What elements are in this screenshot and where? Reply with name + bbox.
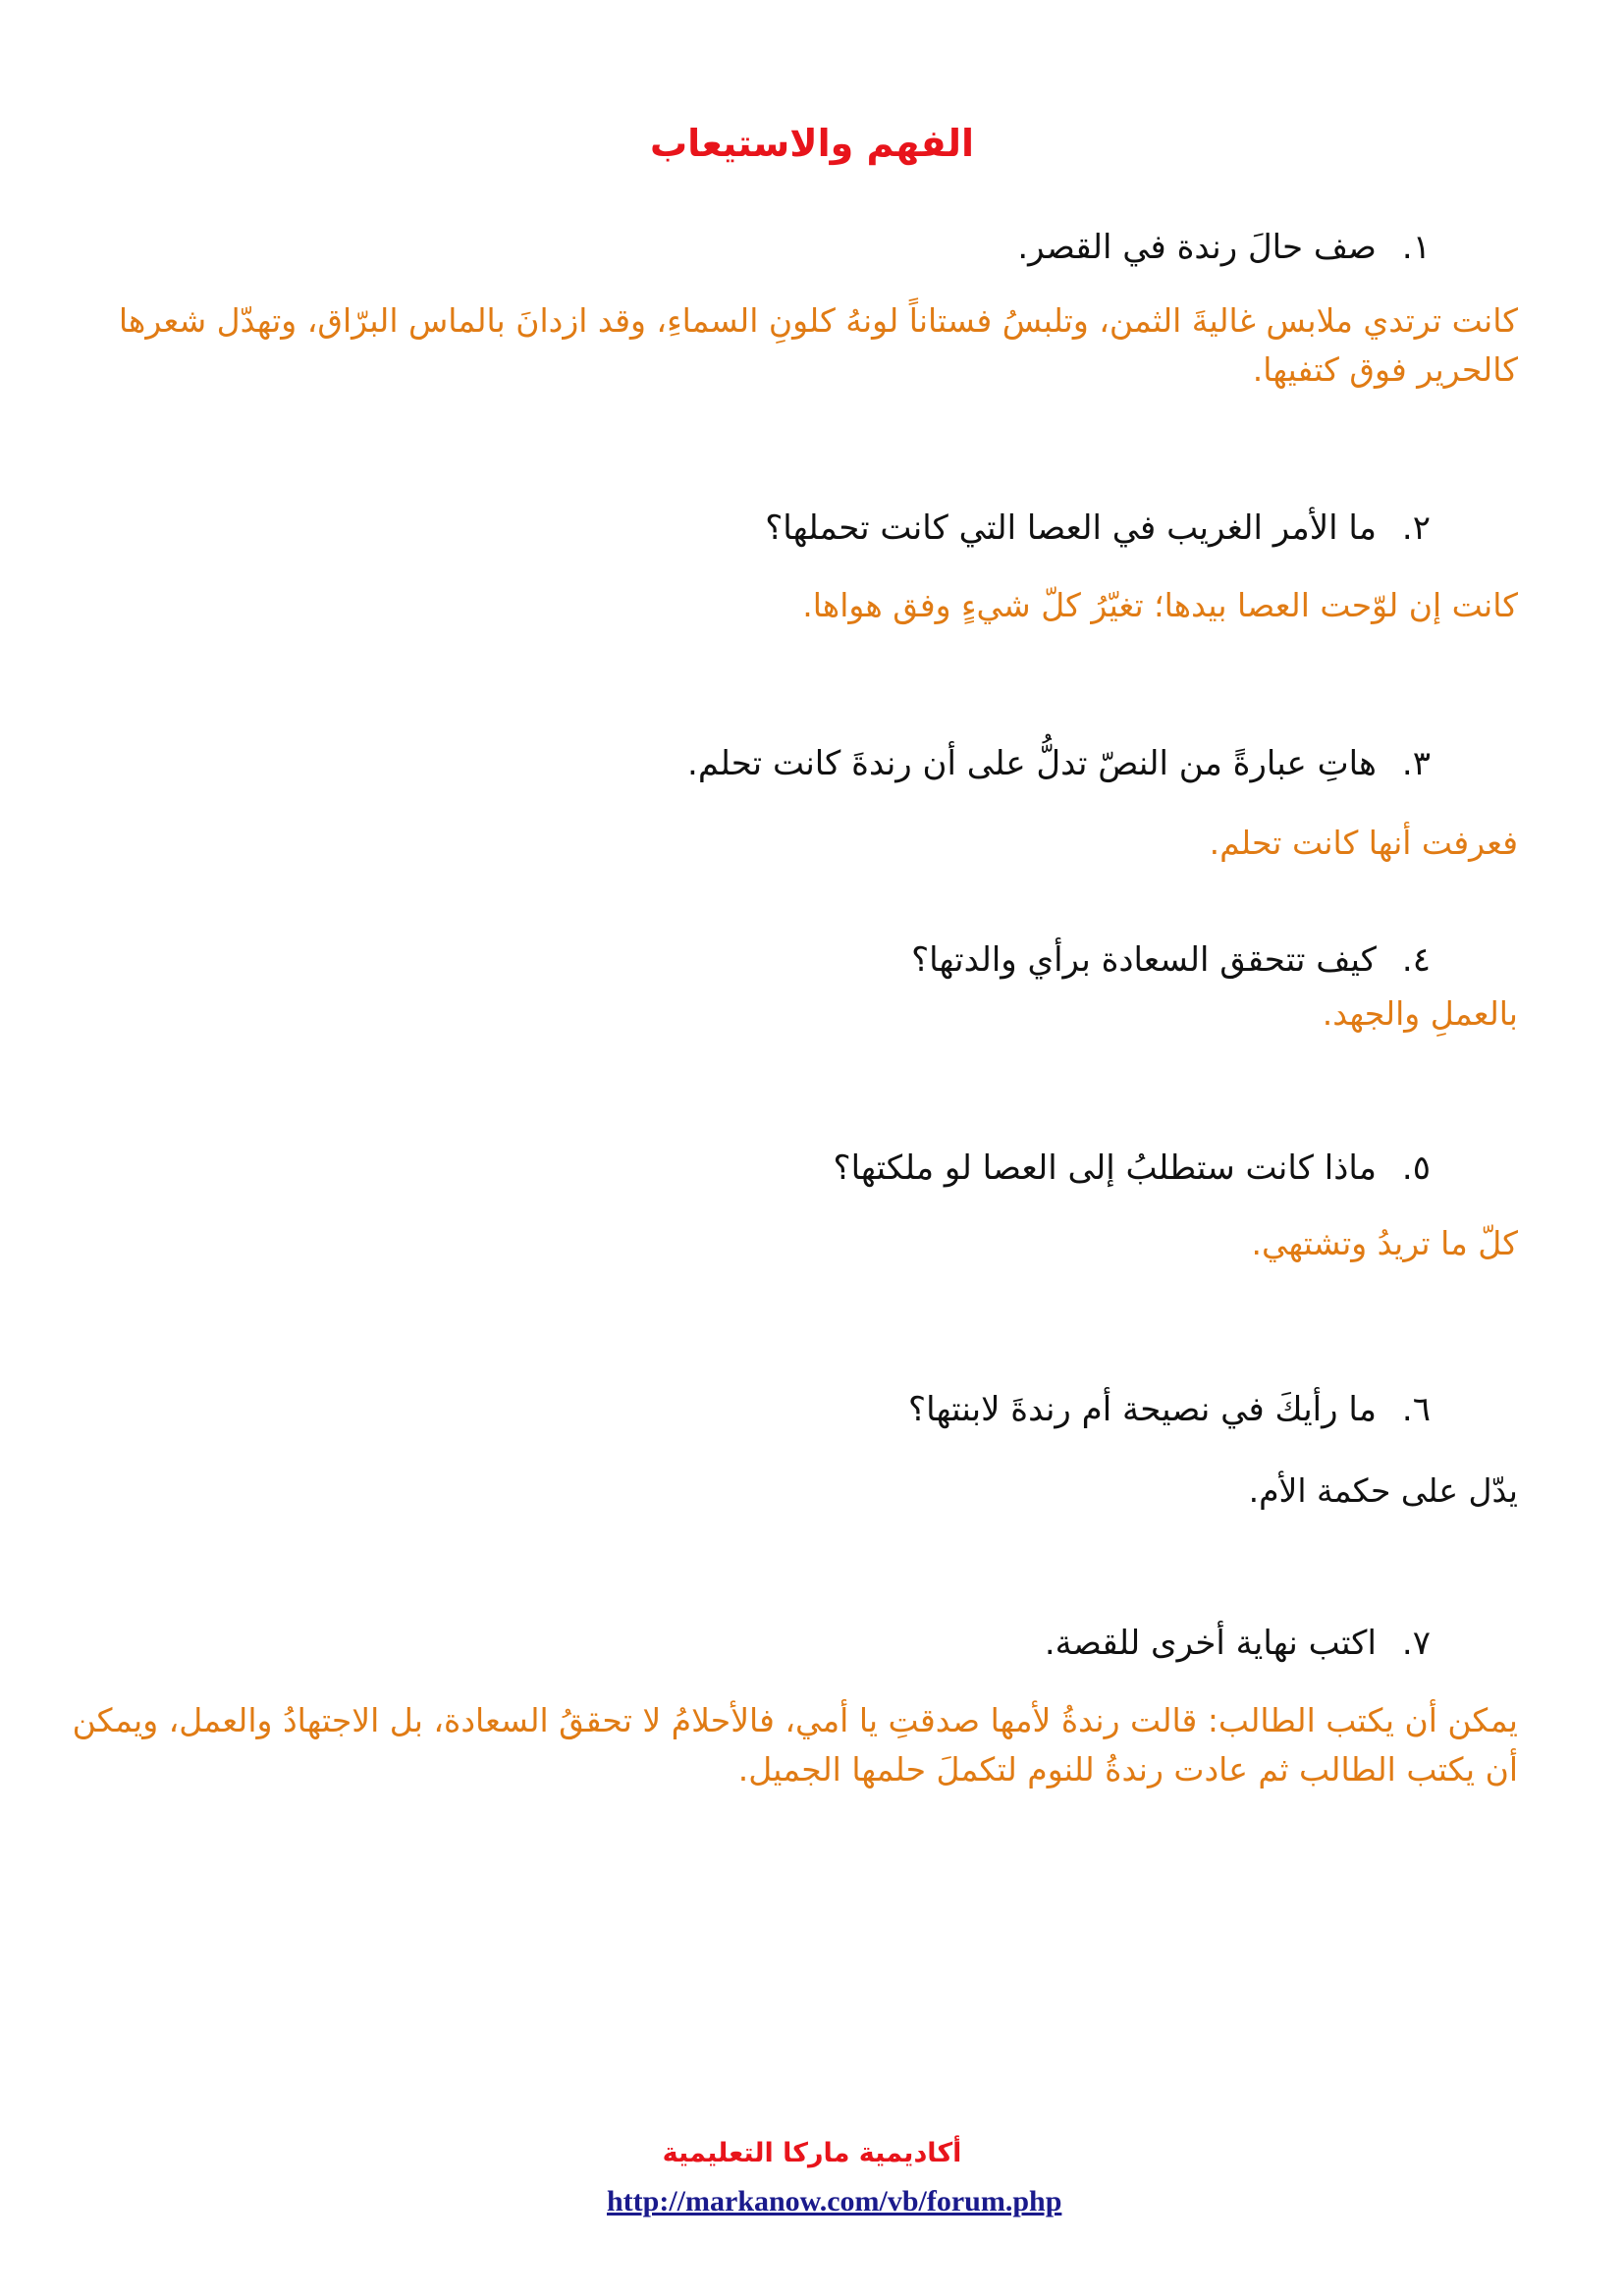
question-number: ٣.	[1401, 744, 1431, 783]
question-number: ١.	[1401, 228, 1431, 267]
answer-6: يدّل على حكمة الأم.	[1248, 1471, 1518, 1510]
question-1	[154, 228, 1431, 267]
question-text: ما الأمر الغريب في العصا التي كانت تحملها؟	[765, 508, 1377, 548]
answer-4: بالعملِ والجهد.	[1322, 994, 1518, 1033]
question-number: ٥.	[1401, 1148, 1431, 1188]
question-text: صف حالَ رندة في القصر.	[1017, 228, 1377, 267]
question-text: ماذا كانت ستطلبُ إلى العصا لو ملكتها؟	[833, 1148, 1377, 1188]
question-text: هاتِ عبارةً من النصّ تدلُّ على أن رندةَ كانت تحلم.	[687, 744, 1377, 783]
answer-5: كلّ ما تريدُ وتشتهي.	[1251, 1224, 1518, 1262]
question-5	[154, 1148, 1431, 1188]
answer-1: كانت ترتدي ملابس غاليةَ الثمن، وتلبسُ فستاناً لونهُ كلونِ السماءِ، وقد ازدانَ بالماس البرّاق، وتهدّل شعرها كالحرير فوق كتفيها.	[118, 301, 1518, 389]
question-6	[154, 1390, 1431, 1429]
question-number: ٦.	[1401, 1390, 1431, 1429]
question-number: ٢.	[1401, 508, 1431, 548]
question-3	[154, 744, 1431, 783]
question-text: ما رأيكَ في نصيحة أم رندةَ لابنتها؟	[908, 1390, 1377, 1429]
answer-7: يمكن أن يكتب الطالب: قالت رندةُ لأمها صدقتِ يا أمي، فالأحلامُ لا تحققُ السعادة، بل الاجتهادُ والعمل، ويمكن أن يكتب الطالب ثم عادت رندةُ للنوم لتكملَ حلمها الجميل.	[72, 1701, 1518, 1789]
question-7	[154, 1624, 1431, 1663]
question-text: كيف تتحقق السعادة برأي والدتها؟	[911, 940, 1377, 980]
question-text: اكتب نهاية أخرى للقصة.	[1044, 1624, 1377, 1663]
question-4	[154, 940, 1431, 980]
question-number: ٤.	[1401, 940, 1431, 980]
question-2	[154, 508, 1431, 548]
answer-3: فعرفت أنها كانت تحلم.	[1209, 824, 1518, 862]
footer-url-link[interactable]: http://markanow.com/vb/forum.php	[607, 2185, 1062, 2217]
answer-2: كانت إن لوّحت العصا بيدها؛ تغيّرُ كلّ شيءٍ وفق هواها.	[802, 586, 1518, 624]
footer-academy-name: أكاديمية ماركا التعليمية	[662, 2138, 962, 2168]
page-title: الفهم والاستيعاب	[650, 122, 974, 165]
question-number: ٧.	[1401, 1624, 1431, 1663]
